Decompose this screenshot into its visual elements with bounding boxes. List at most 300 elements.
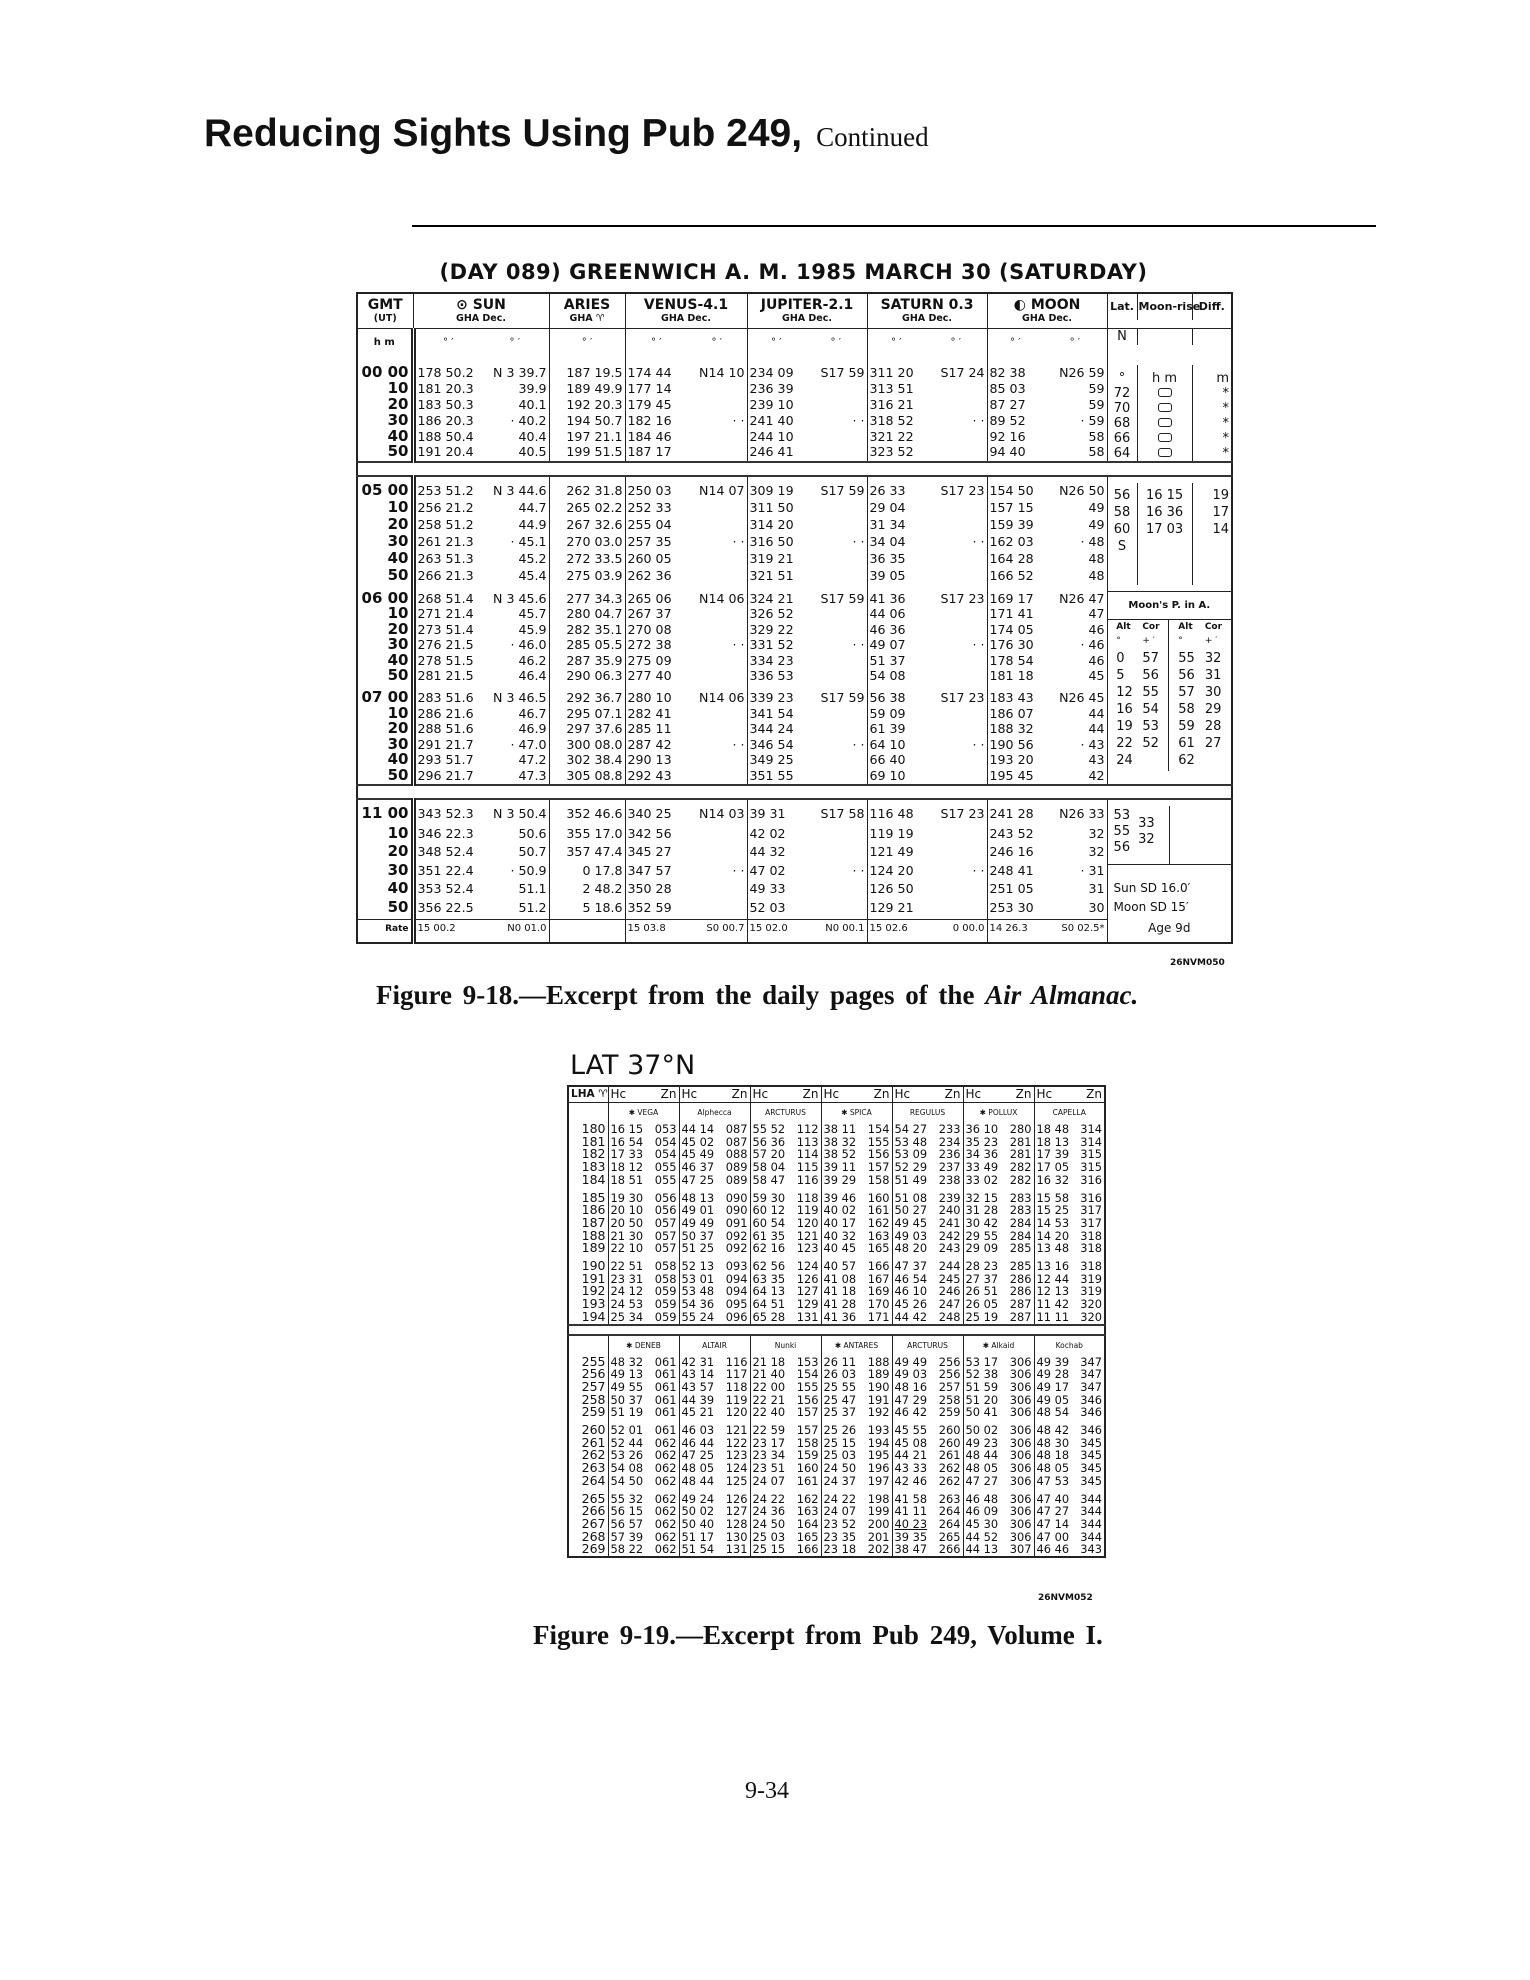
right-header-1: Moon-rise <box>1138 294 1193 320</box>
cell: 51.1 <box>481 881 549 900</box>
hc-zn-cell <box>892 1419 963 1437</box>
zn-value: 306 <box>1009 1354 1032 1369</box>
cell: 31 34 <box>869 516 906 532</box>
hc-value: 53 09 <box>894 1147 928 1162</box>
zn-value: 285 <box>1009 1259 1032 1274</box>
column-header-0 <box>357 293 413 329</box>
zn-value: 189 <box>867 1367 890 1382</box>
zn-value: 112 <box>796 1122 819 1136</box>
cell: 282 35.1 <box>549 622 625 638</box>
hc-value: 16 15 <box>610 1122 644 1136</box>
zn-value: 344 <box>1080 1516 1102 1531</box>
moonrise-panel-05 <box>1107 476 1232 585</box>
zn-value: 055 <box>654 1172 677 1187</box>
cell: 270 03.0 <box>549 534 625 551</box>
zn-value: 059 <box>654 1309 677 1324</box>
zn-value: 285 <box>1009 1241 1032 1256</box>
zn-value: 265 <box>938 1529 961 1544</box>
cell: N26 59 <box>1043 359 1107 381</box>
almanac-row <box>357 721 1232 737</box>
cell: 40 <box>357 653 413 669</box>
hc-zn-cell <box>1034 1419 1105 1437</box>
hc-value: 58 04 <box>752 1160 786 1175</box>
cell: ° ′ <box>481 329 549 359</box>
hc-zn-cell <box>963 1543 1034 1557</box>
zn-value: 158 <box>796 1435 819 1450</box>
lat-value: 72 <box>1113 385 1131 401</box>
zn-value: 087 <box>725 1134 748 1149</box>
hc-zn-cell <box>821 1419 892 1437</box>
cell: 54 08 <box>869 668 906 684</box>
cell: N14 10 <box>687 359 747 381</box>
hc-zn-cell <box>750 1174 821 1187</box>
zn-value: 241 <box>938 1215 961 1230</box>
hc-value: 49 39 <box>1036 1354 1070 1369</box>
zn-value: 061 <box>654 1379 677 1394</box>
hc-value: 49 17 <box>1036 1379 1070 1394</box>
cell: 59 09 <box>869 705 906 721</box>
continued-label: Continued <box>816 122 929 152</box>
hc-value: 49 23 <box>965 1435 999 1450</box>
cell <box>925 444 987 461</box>
cell: 30 <box>357 637 413 653</box>
cell: 48 <box>1043 568 1107 585</box>
cell: 39 31 <box>749 805 786 821</box>
cell <box>805 397 867 413</box>
cell: 10 <box>357 706 413 722</box>
zn-value: 061 <box>654 1405 677 1420</box>
cell: 286 21.6 <box>417 705 474 721</box>
lat-column <box>1108 365 1138 461</box>
alt-sign: ° <box>1116 636 1121 647</box>
cell: 30 <box>357 863 413 882</box>
cell: 355 17.0 <box>549 826 625 845</box>
cell: N26 45 <box>1043 684 1107 706</box>
lha-value: 191 <box>568 1273 608 1286</box>
cell: 300 08.0 <box>549 737 625 753</box>
cell: 236 39 <box>749 380 794 396</box>
column-title: ◐ MOON <box>1013 297 1081 313</box>
cell: 346 54 <box>749 736 794 752</box>
cell: 50 <box>357 768 413 785</box>
zn-value: 280 <box>1009 1122 1032 1136</box>
cell: 10 <box>357 826 413 845</box>
cell: S17 23 <box>925 799 987 826</box>
cell <box>925 606 987 622</box>
cell: 20 <box>357 721 413 737</box>
cell: 311 20 <box>869 364 914 380</box>
zn-value: 345 <box>1080 1461 1102 1476</box>
zn-value: 243 <box>938 1241 961 1256</box>
right-header-0: Lat. <box>1108 294 1138 320</box>
hc-value: 46 46 <box>1036 1542 1070 1557</box>
hc-value: 48 54 <box>1036 1405 1070 1420</box>
cell: 15 03.8 <box>625 919 687 942</box>
hc-zn-cell <box>892 1174 963 1187</box>
cell: 20 <box>357 622 413 638</box>
cell: 10 <box>357 381 413 397</box>
cell: · 43 <box>1043 737 1107 753</box>
hc-value: 25 03 <box>752 1529 786 1544</box>
figure-9-18-caption <box>376 980 1138 1011</box>
cell: 255 04 <box>627 516 672 532</box>
cor-value: 55 <box>1142 685 1159 701</box>
cell: · · <box>805 534 867 551</box>
cor-label: Cor <box>1142 622 1160 633</box>
zn-value: 266 <box>938 1542 961 1557</box>
hc-zn-cell <box>1034 1255 1105 1273</box>
hc-value: 45 55 <box>894 1423 928 1438</box>
almanac-row <box>357 653 1232 669</box>
hc-value: 18 13 <box>1036 1134 1070 1149</box>
hc-value: 51 08 <box>894 1190 928 1205</box>
cor-value: 54 <box>1142 702 1159 718</box>
zn-label: Zn <box>873 1087 890 1101</box>
zn-value: 154 <box>867 1122 890 1136</box>
hc-value: 14 53 <box>1036 1215 1070 1230</box>
zn-value: 263 <box>938 1491 961 1506</box>
hc-zn-cell <box>1034 1475 1105 1488</box>
hc-value: 51 59 <box>965 1379 999 1394</box>
hc-value: 18 12 <box>610 1160 644 1175</box>
cell: ° ′ <box>651 337 662 348</box>
cell: 30 <box>357 534 413 551</box>
zn-value: 123 <box>725 1448 748 1463</box>
zn-value: 160 <box>796 1461 819 1476</box>
cell: 321 22 <box>869 428 914 444</box>
air-almanac-table <box>356 292 1233 944</box>
cell: 277 40 <box>627 668 672 684</box>
cell: 258 51.2 <box>417 516 474 532</box>
zn-value: 163 <box>867 1228 890 1243</box>
hc-value: 57 20 <box>752 1147 786 1162</box>
cell: 36 35 <box>869 550 906 566</box>
zn-value: 197 <box>867 1473 890 1488</box>
zn-value: 286 <box>1009 1284 1032 1299</box>
hc-value: 11 42 <box>1036 1297 1070 1312</box>
hc-value: 50 02 <box>965 1423 999 1438</box>
cell <box>805 768 867 785</box>
zn-value: 170 <box>867 1297 890 1312</box>
cell: 44 <box>1043 721 1107 737</box>
cell: 316 21 <box>869 396 914 412</box>
zn-value: 261 <box>938 1448 961 1463</box>
zn-value: 319 <box>1080 1284 1102 1299</box>
hc-value: 26 11 <box>823 1354 857 1369</box>
hc-value: 15 58 <box>1036 1190 1070 1205</box>
alt-label: Alt <box>1116 622 1131 633</box>
semidiameter-info <box>1108 864 1232 942</box>
cell <box>687 668 747 684</box>
hc-value: 54 27 <box>894 1122 928 1136</box>
cell: S17 58 <box>805 799 867 826</box>
hc-value: 15 25 <box>1036 1203 1070 1218</box>
hc-value: 53 17 <box>965 1354 999 1369</box>
lha-blank <box>568 1103 608 1124</box>
cell: 47.3 <box>481 768 549 785</box>
zn-value: 318 <box>1080 1228 1102 1243</box>
zn-value: 061 <box>654 1367 677 1382</box>
cell: 194 50.7 <box>549 413 625 429</box>
cell: 318 52 <box>869 412 914 428</box>
cell: 15 02.0 <box>747 919 805 942</box>
cell <box>805 500 867 517</box>
hc-zn-cell <box>750 1419 821 1437</box>
diff-value: 19 <box>1212 487 1230 503</box>
zn-value: 306 <box>1009 1491 1032 1506</box>
zn-value: 262 <box>938 1473 961 1488</box>
hc-value: 35 23 <box>965 1134 999 1149</box>
zn-value: 306 <box>1009 1405 1032 1420</box>
cell: 352 46.6 <box>549 799 625 826</box>
cell: S17 23 <box>925 684 987 706</box>
cell: S17 23 <box>925 585 987 607</box>
hc-value: 63 35 <box>752 1271 786 1286</box>
cell: 285 11 <box>627 721 672 737</box>
star-name: CAPELLA <box>1034 1103 1105 1124</box>
hc-value: 39 29 <box>823 1172 857 1187</box>
zn-value: 199 <box>867 1504 890 1519</box>
almanac-row <box>357 737 1232 753</box>
cell: 46 <box>1043 622 1107 638</box>
cell: 272 38 <box>627 637 672 653</box>
zn-value: 120 <box>725 1405 748 1420</box>
cor-value: 31 <box>1204 668 1222 684</box>
hc-value: 25 15 <box>823 1435 857 1450</box>
lha-value: 192 <box>568 1285 608 1298</box>
hc-value: 57 39 <box>610 1529 644 1544</box>
cell: 119 19 <box>869 825 914 841</box>
cell <box>925 752 987 768</box>
cell: 159 39 <box>989 516 1034 532</box>
hc-value: 44 14 <box>681 1122 715 1136</box>
zn-value: 125 <box>725 1473 748 1488</box>
cell: 174 05 <box>989 621 1034 637</box>
moon-parallax-panel <box>1107 585 1232 785</box>
cell <box>805 844 867 863</box>
zn-value: 062 <box>654 1529 677 1544</box>
cell: 169 17 <box>989 590 1034 606</box>
zn-value: 248 <box>938 1309 961 1324</box>
cell: 89 52 <box>989 412 1026 428</box>
lat-column <box>1108 483 1138 585</box>
lat-value: 64 <box>1113 445 1131 461</box>
cell <box>925 768 987 785</box>
zn-value: 115 <box>796 1160 819 1175</box>
star-name: Alphecca <box>679 1103 750 1124</box>
zn-value: 237 <box>938 1160 961 1175</box>
moon-above-horizon-box-icon <box>1158 448 1172 457</box>
hc-zn-cell <box>963 1488 1034 1506</box>
column-subtitle: GHA Dec. <box>661 313 711 324</box>
hc-zn-cell <box>821 1311 892 1325</box>
moonrise-time: 16 15 <box>1145 487 1184 503</box>
cor-value: 27 <box>1204 736 1222 752</box>
hc-zn-cell <box>963 1475 1034 1488</box>
zn-value: 127 <box>725 1504 748 1519</box>
cell: 339 23 <box>749 690 794 706</box>
pub-row <box>568 1311 1105 1325</box>
cell: 250 03 <box>627 482 672 498</box>
cell: 186 07 <box>989 705 1034 721</box>
hc-value: 20 10 <box>610 1203 644 1218</box>
cell: ° ′ <box>925 329 987 359</box>
hc-value: 38 32 <box>823 1134 857 1149</box>
cell <box>687 844 747 863</box>
hc-value: 28 23 <box>965 1259 999 1274</box>
lha-value: 189 <box>568 1242 608 1255</box>
hc-value: 46 10 <box>894 1284 928 1299</box>
pub-header-row <box>568 1086 1105 1103</box>
hc-zn-cell <box>963 1311 1034 1325</box>
lat-value: 68 <box>1113 415 1131 431</box>
zn-value: 094 <box>725 1284 748 1299</box>
lha-value: 267 <box>568 1518 608 1531</box>
column-header-6 <box>987 293 1107 329</box>
hc-value: 39 11 <box>823 1160 857 1175</box>
star-name: ✱ ANTARES <box>821 1335 892 1356</box>
cell: 187 19.5 <box>549 359 625 381</box>
cell: S0 00.7 <box>687 919 747 942</box>
lat-north-cell <box>1107 329 1232 359</box>
cell: 42 02 <box>749 825 786 841</box>
hc-value: 45 02 <box>681 1134 715 1149</box>
cell: 179 45 <box>627 396 672 412</box>
column-header-5 <box>867 293 987 329</box>
almanac-row <box>357 752 1232 768</box>
column-subtitle: GHA Dec. <box>782 313 832 324</box>
moonrise-box-row <box>1140 401 1190 416</box>
zn-value: 120 <box>796 1215 819 1230</box>
zn-value: 259 <box>938 1405 961 1420</box>
cell: 46 36 <box>869 621 906 637</box>
zn-label: Zn <box>1086 1087 1102 1101</box>
hc-zn-cell <box>1034 1311 1105 1325</box>
cell: 192 20.3 <box>549 397 625 413</box>
cell: 40.5 <box>481 444 549 461</box>
page-number: 9-34 <box>745 1778 789 1804</box>
hc-value: 46 09 <box>965 1504 999 1519</box>
hc-zn-header <box>608 1086 679 1103</box>
hc-value: 21 18 <box>752 1354 786 1369</box>
cell: 20 <box>357 844 413 863</box>
alt-sign: ° <box>1178 636 1183 647</box>
pub-row <box>568 1488 1105 1506</box>
zn-value: 124 <box>725 1461 748 1476</box>
column-header-1 <box>413 293 549 329</box>
hc-zn-cell <box>608 1187 679 1205</box>
cell: 190 56 <box>989 736 1034 752</box>
block-break <box>357 785 1232 799</box>
hc-zn-cell <box>892 1543 963 1557</box>
zn-value: 164 <box>796 1516 819 1531</box>
right-panel-header <box>1107 293 1232 329</box>
zn-value: 121 <box>725 1423 748 1438</box>
zn-value: 157 <box>796 1423 819 1438</box>
zn-value: 124 <box>796 1259 819 1274</box>
column-title: JUPITER-2.1 <box>760 297 854 313</box>
zn-value: 166 <box>796 1542 819 1557</box>
unit-deg: ° <box>1118 370 1126 386</box>
alt-value: 56 <box>1113 839 1131 855</box>
hc-value: 41 11 <box>894 1504 928 1519</box>
cell: 314 20 <box>749 516 794 532</box>
hc-value: 17 33 <box>610 1147 644 1162</box>
hc-value: 47 25 <box>681 1448 715 1463</box>
cor-label: Cor <box>1204 622 1223 633</box>
hc-zn-cell <box>608 1543 679 1557</box>
zn-value: 201 <box>867 1529 890 1544</box>
hc-zn-cell <box>1034 1543 1105 1557</box>
hc-value: 48 05 <box>1036 1461 1070 1476</box>
moonrise-box-row <box>1140 431 1190 446</box>
moonrise-column <box>1138 365 1193 461</box>
zn-value: 306 <box>1009 1435 1032 1450</box>
hc-value: 54 50 <box>610 1473 644 1488</box>
cell: 5 18.6 <box>549 900 625 919</box>
zn-value: 346 <box>1080 1405 1102 1420</box>
zn-value: 126 <box>725 1491 748 1506</box>
alt-value: 55 <box>1113 823 1131 839</box>
hc-value: 53 26 <box>610 1448 644 1463</box>
hc-value: 31 28 <box>965 1203 999 1218</box>
cell: S17 23 <box>925 476 987 500</box>
zn-value: 154 <box>796 1367 819 1382</box>
cell: 275 09 <box>627 652 672 668</box>
cell: 45.7 <box>481 606 549 622</box>
zn-value: 126 <box>796 1271 819 1286</box>
cor-value: 32 <box>1138 831 1155 847</box>
cell: 239 10 <box>749 396 794 412</box>
zn-value: 061 <box>654 1354 677 1369</box>
lha-value: 181 <box>568 1136 608 1149</box>
lha-blank <box>568 1335 608 1356</box>
hc-value: 24 36 <box>752 1504 786 1519</box>
cell: 193 20 <box>989 752 1034 768</box>
hc-value: 46 54 <box>894 1271 928 1286</box>
unit-m: m <box>1216 370 1230 386</box>
cell <box>925 381 987 397</box>
zn-value: 345 <box>1080 1435 1102 1450</box>
hc-zn-cell <box>892 1242 963 1255</box>
hc-value: 41 28 <box>823 1297 857 1312</box>
cell: 50 <box>357 900 413 919</box>
cell: 162 03 <box>989 533 1034 549</box>
hc-value: 61 35 <box>752 1228 786 1243</box>
zn-value: 089 <box>725 1172 748 1187</box>
cell: 357 47.4 <box>549 844 625 863</box>
hc-value: 48 32 <box>610 1354 644 1369</box>
cell: 116 48 <box>869 805 914 821</box>
cell: 324 21 <box>749 590 794 606</box>
cell: 342 56 <box>627 825 672 841</box>
hc-zn-cell <box>679 1187 750 1205</box>
zn-value: 062 <box>654 1448 677 1463</box>
cell: 262 31.8 <box>549 476 625 500</box>
alt-value: 19 <box>1116 719 1133 735</box>
column-subtitle: GHA Dec. <box>902 313 953 324</box>
cell: Rate <box>357 919 413 942</box>
cell: 351 55 <box>749 768 794 784</box>
wavy-break <box>568 1325 1105 1335</box>
cell: 178 50.2 <box>417 364 474 380</box>
cell: 59 <box>1043 381 1107 397</box>
cell: 32 <box>1043 844 1107 863</box>
zn-value: 121 <box>796 1228 819 1243</box>
zn-value: 306 <box>1009 1504 1032 1519</box>
zn-value: 058 <box>654 1271 677 1286</box>
cell: 166 52 <box>989 567 1034 583</box>
